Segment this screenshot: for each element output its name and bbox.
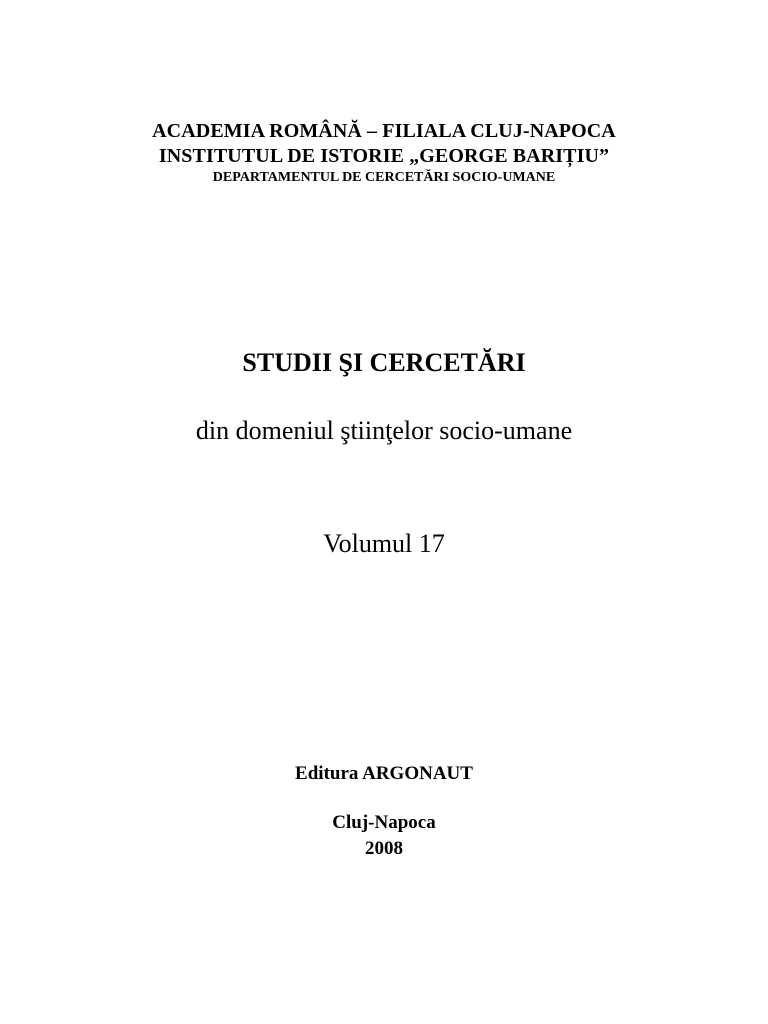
publication-subtitle: din domeniul ştiinţelor socio-umane — [195, 416, 573, 445]
publication-city: Cluj-Napoca — [332, 812, 436, 833]
publication-year: 2008 — [365, 838, 403, 859]
publication-title: STUDII ŞI CERCETĂRI — [242, 348, 526, 377]
publisher-name: Editura ARGONAUT — [295, 763, 473, 784]
institute-heading: INSTITUTUL DE ISTORIE „GEORGE BARIȚIU” — [158, 145, 610, 167]
academy-heading: ACADEMIA ROMÂNĂ – FILIALA CLUJ-NAPOCA — [152, 120, 616, 142]
department-heading: DEPARTAMENTUL DE CERCETĂRI SOCIO-UMANE — [212, 170, 556, 185]
volume-number: Volumul 17 — [323, 529, 445, 558]
